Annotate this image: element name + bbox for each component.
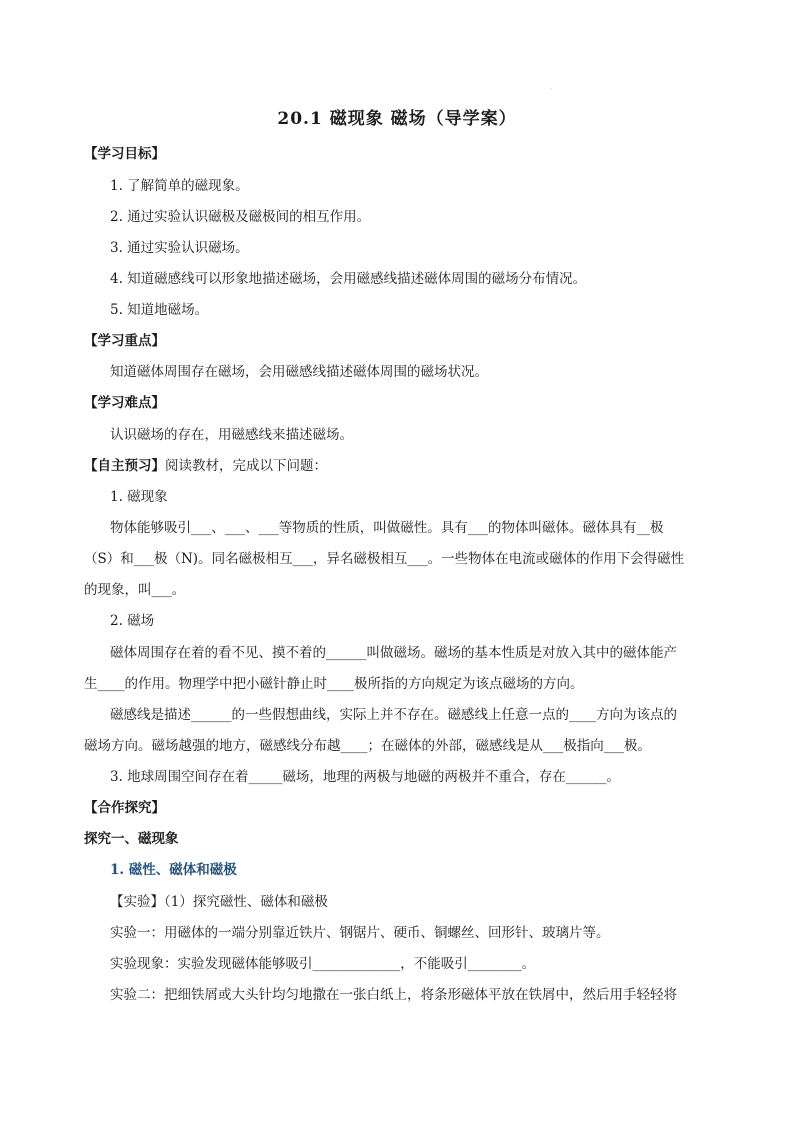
preview-2-line: 磁感线是描述______的一些假想曲线，实际上并不存在。磁感线上任意一点的____方向为该点的 bbox=[110, 707, 677, 723]
goal-item: 2. 通过实验认识磁极及磁极间的相互作用。 bbox=[110, 209, 371, 225]
goal-item: 1. 了解简单的磁现象。 bbox=[110, 178, 249, 194]
preview-2-line: 生____的作用。物理学中把小磁针静止时____极所指的方向规定为该点磁场的方向。 bbox=[84, 676, 584, 692]
goal-item: 5. 知道地磁场。 bbox=[110, 302, 209, 318]
preview-3-line: 3. 地球周围空间存在着_____磁场，地理的两极与地磁的两极并不重合，存在______。 bbox=[110, 769, 620, 785]
difficulty-heading: 【学习难点】 bbox=[84, 395, 165, 411]
preview-1-line: 物体能够吸引___、___、___等物质的性质，叫做磁性。具有___的物体叫磁体。磁体具有__极 bbox=[110, 520, 664, 536]
preview-2-line: 磁体周围存在着的看不见、摸不着的______叫做磁场。磁场的基本性质是对放入其中的磁体能产 bbox=[110, 645, 677, 661]
goal-item: 4. 知道磁感线可以形象地描述磁场，会用磁感线描述磁体周围的磁场分布情况。 bbox=[110, 271, 587, 287]
preview-2-title: 2. 磁场 bbox=[110, 613, 155, 629]
cooperation-heading: 【合作探究】 bbox=[84, 800, 165, 816]
goal-item: 3. 通过实验认识磁场。 bbox=[110, 240, 249, 256]
goals-heading: 【学习目标】 bbox=[84, 146, 165, 162]
explore-1-heading: 探究一、磁现象 bbox=[84, 831, 179, 847]
preview-1-line: （S）和___极（N)。同名磁极相互___，异名磁极相互___。一些物体在电流或磁体的作用下会得磁性 bbox=[84, 551, 685, 567]
subsection-1-heading: 1. 磁性、磁体和磁极 bbox=[110, 862, 237, 878]
experiment-label: 【实验】（1）探究磁性、磁体和磁极 bbox=[110, 894, 328, 910]
header-dot: · bbox=[550, 86, 552, 93]
experiment-1-text: 实验一：用磁体的一端分别靠近铁片、钢锯片、硬币、铜螺丝、回形针、玻璃片等。 bbox=[110, 925, 610, 941]
preview-2-line: 磁场方向。磁场越强的地方，磁感线分布越____；在磁体的外部，磁感线是从___极指向___极。 bbox=[84, 738, 651, 754]
preview-1-line: 的现象，叫___。 bbox=[84, 582, 186, 598]
key-points-text: 知道磁体周围存在磁场，会用磁感线描述磁体周围的磁场状况。 bbox=[110, 364, 488, 380]
preview-intro: 阅读教材，完成以下问题： bbox=[165, 458, 327, 474]
key-points-heading: 【学习重点】 bbox=[84, 333, 165, 349]
difficulty-text: 认识磁场的存在，用磁感线来描述磁场。 bbox=[110, 427, 353, 443]
experiment-2-text: 实验二：把细铁屑或大头针均匀地撒在一张白纸上，将条形磁体平放在铁屑中，然后用手轻轻将 bbox=[110, 987, 677, 1003]
experiment-observation: 实验现象：实验发现磁体能够吸引_____________，不能吸引________。 bbox=[110, 956, 536, 972]
preview-1-title: 1. 磁现象 bbox=[110, 489, 168, 505]
preview-heading-line bbox=[84, 456, 327, 476]
page-title: 20.1 磁现象 磁场（导学案） bbox=[277, 109, 517, 129]
preview-heading: 【自主预习】 bbox=[84, 458, 165, 474]
